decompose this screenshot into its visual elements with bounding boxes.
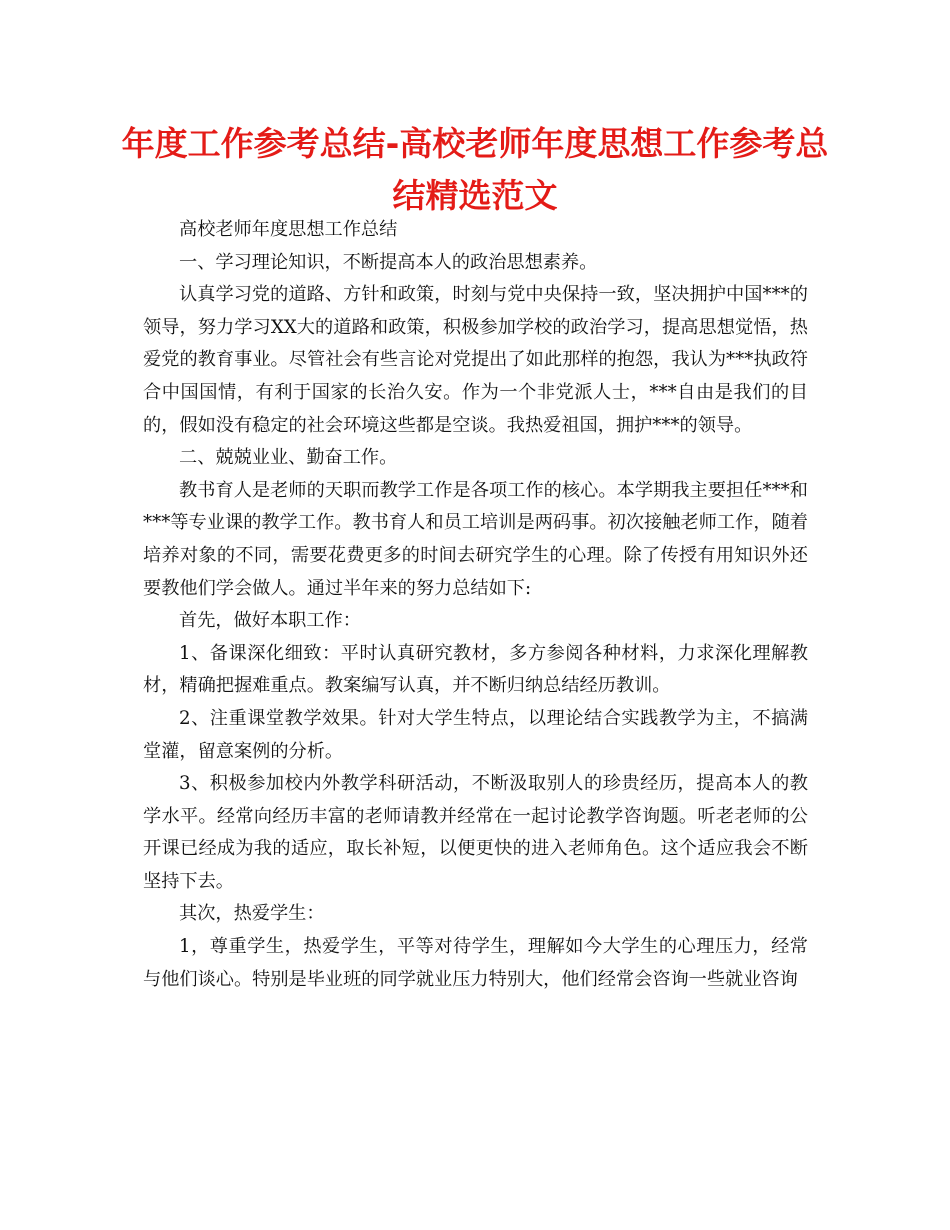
- section-heading-1: 一、学习理论知识，不断提高本人的政治思想素养。: [179, 251, 598, 273]
- paragraph: 教书育人是老师的天职而教学工作是各项工作的核心。本学期我主要担任***和***等专业课的教学工作。教书育人和员工培训是两码事。初次接触老师工作，随着培养对象的不同，需要花费更多的时间去研究学生的心理。除了传授有用知识外还要教他们学会做人。通过半年来的努力总结如下:: [143, 479, 808, 599]
- list-item: 2、注重课堂教学效果。针对大学生特点，以理论结合实践教学为主，不搞满堂灌，留意案例的分析。: [143, 707, 808, 762]
- paragraph: 其次，热爱学生：: [179, 903, 325, 925]
- document-title: 年度工作参考总结-高校老师年度思想工作参考总结精选范文: [121, 124, 829, 215]
- paragraph-subtitle: 高校老师年度思想工作总结: [179, 219, 398, 240]
- section-heading-2: 二、兢兢业业、勤奋工作。: [179, 447, 398, 469]
- document-body: [143, 214, 808, 996]
- paragraph: 认真学习党的道路、方针和政策，时刻与党中央保持一致，坚决拥护中国***的领导，努力学习XX大的道路和政策，积极参加学校的政治学习，提高思想觉悟，热爱党的教育事业。尽管社会有些言论对党提出了如此那样的抱怨，我认为***执政符合中国国情，有利于国家的长治久安。作为一个非党派人士，***自由是我们的目的，假如没有稳定的社会环境这些都是空谈。我热爱祖国，拥护***的领导。: [143, 284, 808, 436]
- paragraph: 首先，做好本职工作：: [179, 610, 361, 632]
- list-item: 3、积极参加校内外教学科研活动，不断汲取别人的珍贵经历，提高本人的教学水平。经常向经历丰富的老师请教并经常在一起讨论教学咨询题。听老老师的公开课已经成为我的适应，取长补短，以便更快的进入老师角色。这个适应我会不断坚持下去。: [143, 773, 808, 892]
- list-item: 1、备课深化细致：平时认真研究教材，多方参阅各种材料，力求深化理解教材，精确把握难重点。教案编写认真，并不断归纳总结经历教训。: [143, 642, 808, 697]
- list-item: 1，尊重学生，热爱学生，平等对待学生，理解如今大学生的心理压力，经常与他们谈心。特别是毕业班的同学就业压力特别大，他们经常会咨询一些就业咨询: [143, 936, 808, 990]
